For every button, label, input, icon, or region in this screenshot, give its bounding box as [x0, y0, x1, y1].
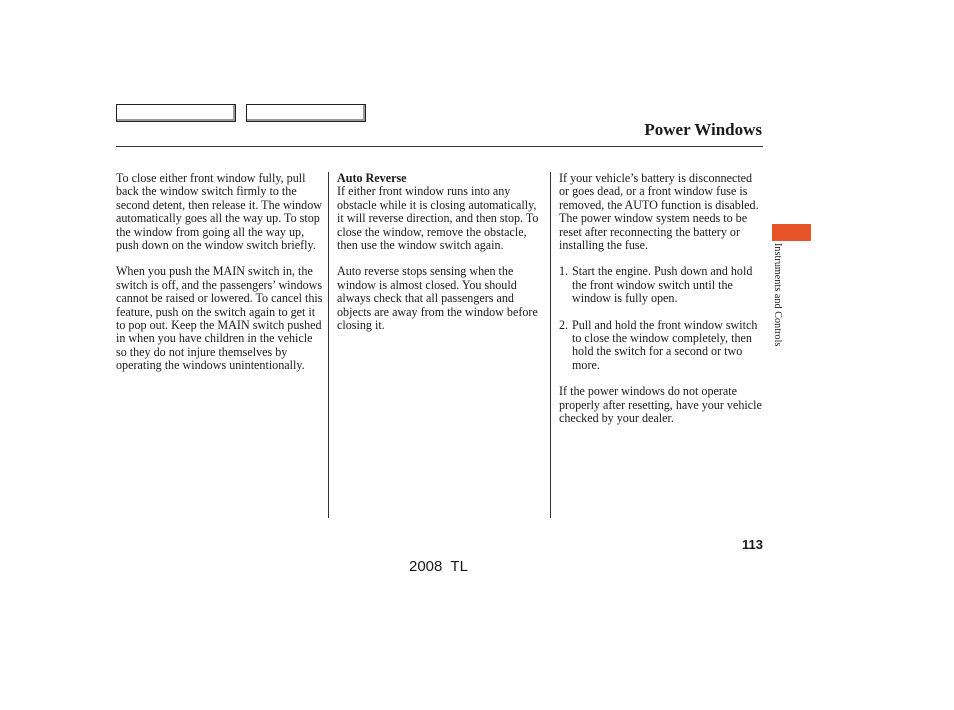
- column-divider: [328, 172, 329, 518]
- reset-step-2: [559, 319, 763, 373]
- step-number: 1.: [559, 264, 569, 279]
- next-page-button[interactable]: [246, 104, 366, 122]
- paragraph-auto-reverse-sensing: Auto reverse stops sensing when the window is almost closed. You should always check that all passengers and objects are away from the window before closing it.: [337, 264, 538, 333]
- footer-model: 2008 TL: [409, 558, 468, 575]
- page-title: Power Windows: [644, 120, 762, 139]
- auto-reverse-heading: Auto Reverse: [337, 171, 407, 185]
- column-1: [116, 172, 324, 373]
- title-rule: [116, 146, 763, 147]
- section-label-text: Instruments and Controls: [772, 243, 783, 347]
- page-number: 113: [742, 537, 763, 552]
- reset-step-1: [559, 265, 763, 305]
- auto-reverse-section: [337, 172, 545, 252]
- paragraph-dealer-check: If the power windows do not operate properly after resetting, have your vehicle checked by your dealer.: [559, 384, 762, 426]
- paragraph-main-switch: When you push the MAIN switch in, the switch is off, and the passengers’ windows cannot be raised or lowered. To cancel this feature, push on the switch again to get it to pop out. Keep the MAIN switch pushed in when you have children in the vehicle so they do not injure themselves by operating the windows unintentionally.: [116, 264, 323, 373]
- step-number: 2.: [559, 317, 569, 332]
- paragraph-one-touch-close: To close either front window fully, pull back the window switch firmly to the second detent, then release it. The window automatically goes all the way up. To stop the window from going all the way up, push down on the window switch briefly.: [116, 171, 322, 253]
- column-3: [559, 172, 763, 426]
- section-side-label: [772, 243, 784, 373]
- column-2: [337, 172, 545, 332]
- previous-page-button[interactable]: [116, 104, 236, 122]
- auto-reverse-text: If either front window runs into any obstacle while it is closing automatically, it will reverse direction, and then stop. To close the window, remove the obstacle, then use the window switch again.: [337, 184, 539, 253]
- section-tab-marker: [772, 224, 811, 241]
- step-text: Start the engine. Push down and hold the front window switch until the window is fully open.: [572, 264, 753, 306]
- step-text: Pull and hold the front window switch to close the window completely, then hold the switch for a second or two more.: [572, 317, 758, 372]
- paragraph-reset-info: If your vehicle’s battery is disconnected or goes dead, or a front window fuse is removed, the AUTO function is disabled. The power window system needs to be reset after reconnecting the battery or installing the fuse.: [559, 171, 759, 253]
- column-divider: [550, 172, 551, 518]
